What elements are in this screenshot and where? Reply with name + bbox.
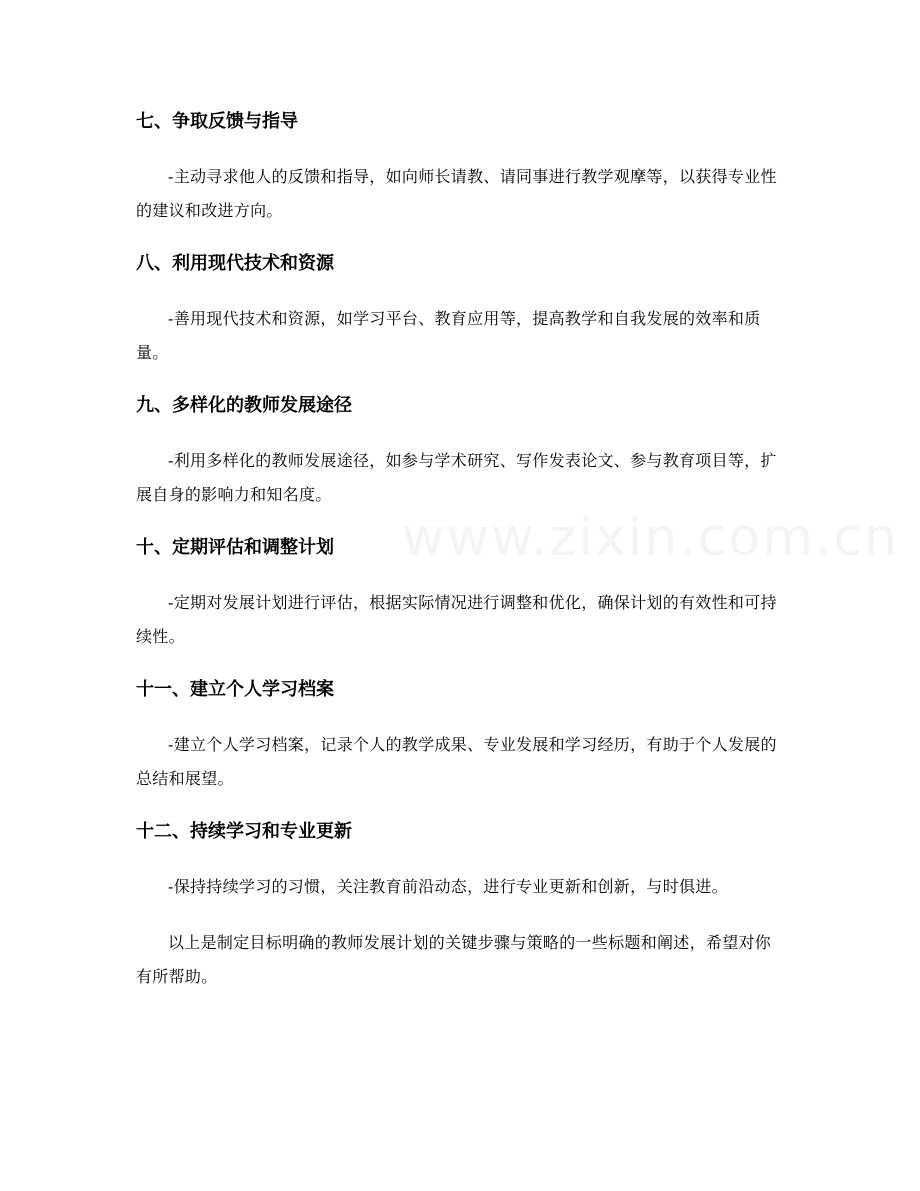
section-paragraph: -建立个人学习档案，记录个人的教学成果、专业发展和学习经历，有助于个人发展的总结和展望。 [136, 735, 777, 788]
section-paragraph: -主动寻求他人的反馈和指导，如向师长请教、请同事进行教学观摩等，以获得专业性的建议和改进方向。 [136, 167, 777, 220]
document-body [136, 106, 786, 994]
section-11 [136, 674, 786, 796]
section-paragraph: -定期对发展计划进行评估，根据实际情况进行调整和优化，确保计划的有效性和可持续性。 [136, 593, 777, 646]
section-10 [136, 532, 786, 654]
section-heading: 八、利用现代技术和资源 [136, 253, 334, 274]
section-paragraph: -善用现代技术和资源，如学习平台、教育应用等，提高教学和自我发展的效率和质量。 [136, 309, 761, 362]
section-12 [136, 816, 786, 904]
section-heading: 七、争取反馈与指导 [136, 111, 298, 132]
section-paragraph: -保持持续学习的习惯，关注教育前沿动态，进行专业更新和创新，与时俱进。 [168, 877, 728, 896]
section-heading: 十一、建立个人学习档案 [136, 679, 334, 700]
section-heading: 十二、持续学习和专业更新 [136, 821, 352, 842]
section-9 [136, 390, 786, 512]
section-8 [136, 248, 786, 370]
closing-paragraph: 以上是制定目标明确的教师发展计划的关键步骤与策略的一些标题和阐述，希望对你有所帮助。 [136, 933, 772, 986]
section-7 [136, 106, 786, 228]
section-heading: 十、定期评估和调整计划 [136, 537, 334, 558]
section-heading: 九、多样化的教师发展途径 [136, 395, 352, 416]
section-paragraph: -利用多样化的教师发展途径，如参与学术研究、写作发表论文、参与教育项目等，扩展自身的影响力和知名度。 [136, 451, 777, 504]
